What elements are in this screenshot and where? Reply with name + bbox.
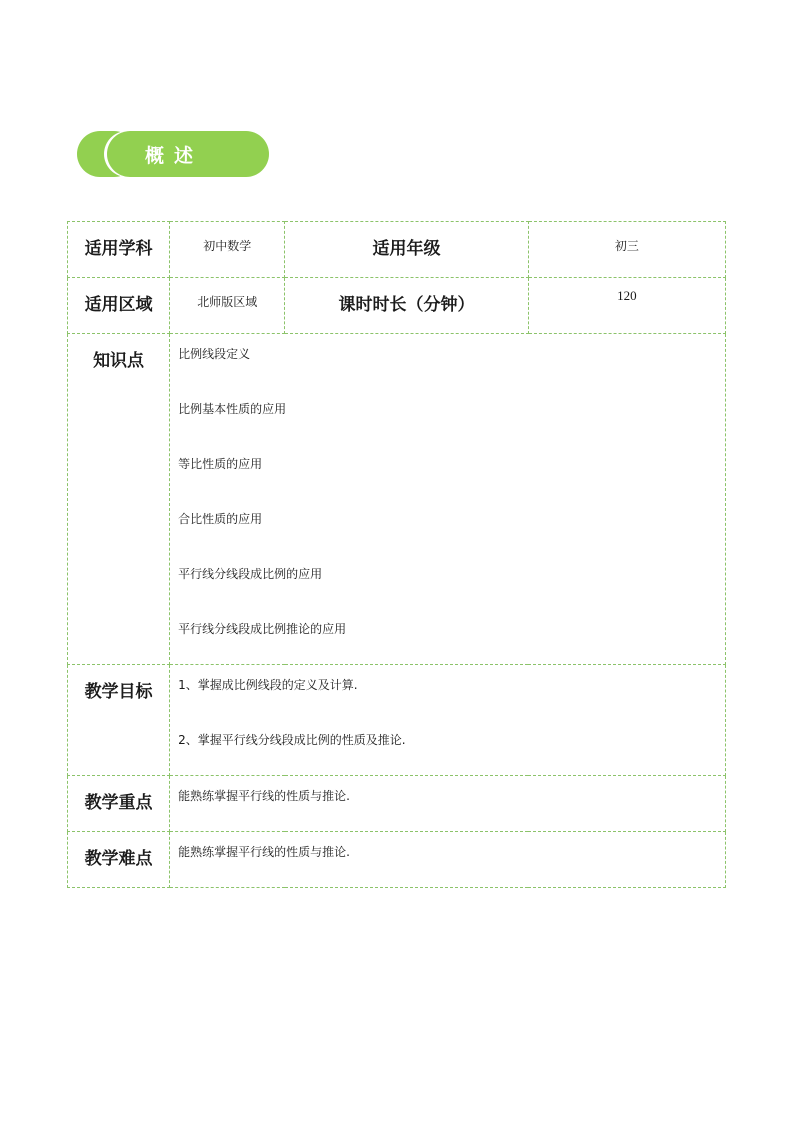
goal-item: 1、掌握成比例线段的定义及计算.	[178, 678, 358, 692]
knowledge-item: 平行线分线段成比例的应用	[178, 567, 323, 581]
knowledge-item: 平行线分线段成比例推论的应用	[178, 622, 347, 636]
section-header-badge	[77, 131, 269, 177]
key-point-label: 教学重点	[84, 793, 153, 813]
table-row-difficulty	[68, 832, 726, 888]
region-value: 北师版区域	[197, 295, 258, 309]
duration-label: 课时时长（分钟）	[338, 295, 475, 315]
difficulty-label: 教学难点	[84, 849, 153, 869]
goals-label: 教学目标	[84, 682, 153, 702]
region-label: 适用区域	[84, 295, 153, 315]
subject-label: 适用学科	[84, 239, 153, 259]
knowledge-item: 等比性质的应用	[178, 457, 263, 471]
overview-table	[67, 221, 726, 888]
subject-value: 初中数学	[203, 239, 252, 253]
table-row-region	[68, 278, 726, 334]
knowledge-list	[170, 334, 725, 664]
knowledge-item: 比例线段定义	[178, 347, 251, 361]
difficulty-value: 能熟练掌握平行线的性质与推论.	[178, 845, 350, 859]
table-row-knowledge	[68, 334, 726, 665]
table-row-key-point	[68, 776, 726, 832]
key-point-value: 能熟练掌握平行线的性质与推论.	[178, 789, 350, 803]
goal-item: 2、掌握平行线分线段成比例的性质及推论.	[178, 733, 406, 747]
duration-value: 120	[617, 288, 637, 303]
grade-label: 适用年级	[372, 239, 441, 259]
grade-value: 初三	[614, 239, 639, 253]
knowledge-label: 知识点	[93, 351, 145, 371]
goals-list	[170, 665, 725, 775]
knowledge-item: 合比性质的应用	[178, 512, 263, 526]
section-title: 概述	[107, 131, 269, 177]
knowledge-item: 比例基本性质的应用	[178, 402, 287, 416]
table-row-goals	[68, 665, 726, 776]
table-row-subject	[68, 222, 726, 278]
